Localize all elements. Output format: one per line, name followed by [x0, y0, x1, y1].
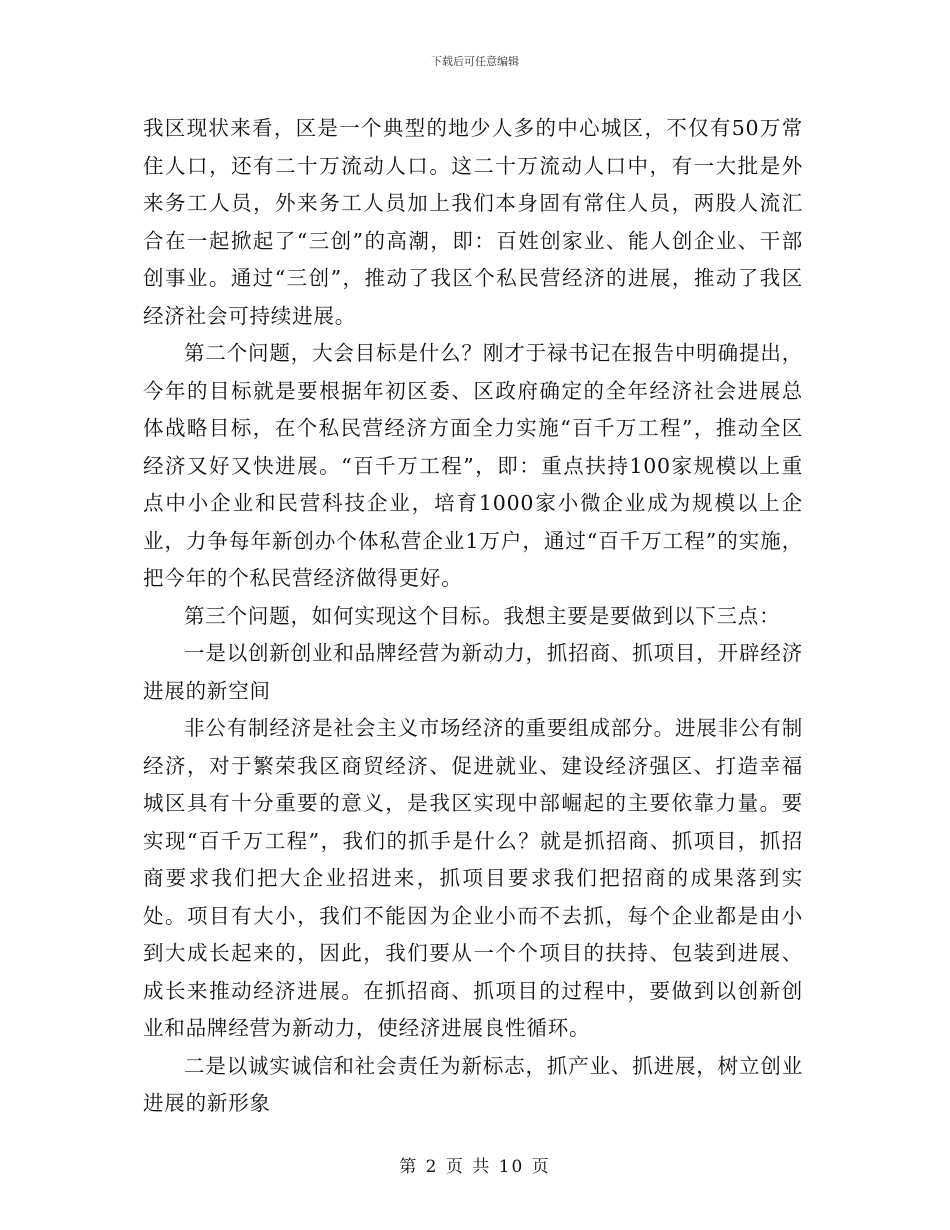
- page-header: 下载后可任意编辑: [431, 55, 519, 68]
- paragraph-6: 二是以诚实诚信和社会责任为新标志，抓产业、抓进展，树立创业进展的新形象: [143, 1053, 803, 1115]
- paragraph-3: 第三个问题，如何实现这个目标。我想主要是要做到以下三点：: [184, 603, 781, 628]
- paragraph-4: 一是以创新创业和品牌经营为新动力，抓招商、抓项目，开辟经济进展的新空间: [143, 641, 803, 703]
- paragraph-2: 第二个问题，大会目标是什么？刚才于禄书记在报告中明确提出，今年的目标就是要根据年初区委、区政府确定的全年经济社会进展总体战略目标，在个私民营经济方面全力实施“百千万工程”，推动全区经济又好又快进展。“百千万工程”，即：重点扶持100家规模以上重点中小企业和民营科技企业，培育1000家小微企业成为规模以上企业，力争每年新创办个体私营企业1万户，通过“百千万工程”的实施，把今年的个私民营经济做得更好。: [143, 341, 803, 590]
- document-body: [143, 110, 803, 1123]
- paragraph-1: 我区现状来看，区是一个典型的地少人多的中心城区，不仅有50万常住人口，还有二十万流动人口。这二十万流动人口中，有一大批是外来务工人员，外来务工人员加上我们本身固有常住人员，两股人流汇合在一起掀起了“三创”的高潮，即：百姓创家业、能人创企业、干部创事业。通过“三创”，推动了我区个私民营经济的进展，推动了我区经济社会可持续进展。: [143, 116, 803, 328]
- page-footer: 第 2 页 共 10 页: [399, 1157, 551, 1177]
- paragraph-5: 非公有制经济是社会主义市场经济的重要组成部分。进展非公有制经济，对于繁荣我区商贸经济、促进就业、建设经济强区、打造幸福城区具有十分重要的意义，是我区实现中部崛起的主要依靠力量。要实现“百千万工程”，我们的抓手是什么？就是抓招商、抓项目，抓招商要求我们把大企业招进来，抓项目要求我们把招商的成果落到实处。项目有大小，我们不能因为企业小而不去抓，每个企业都是由小到大成长起来的，因此，我们要从一个个项目的扶持、包装到进展、成长来推动经济进展。在抓招商、抓项目的过程中，要做到以创新创业和品牌经营为新动力，使经济进展良性循环。: [143, 716, 803, 1040]
